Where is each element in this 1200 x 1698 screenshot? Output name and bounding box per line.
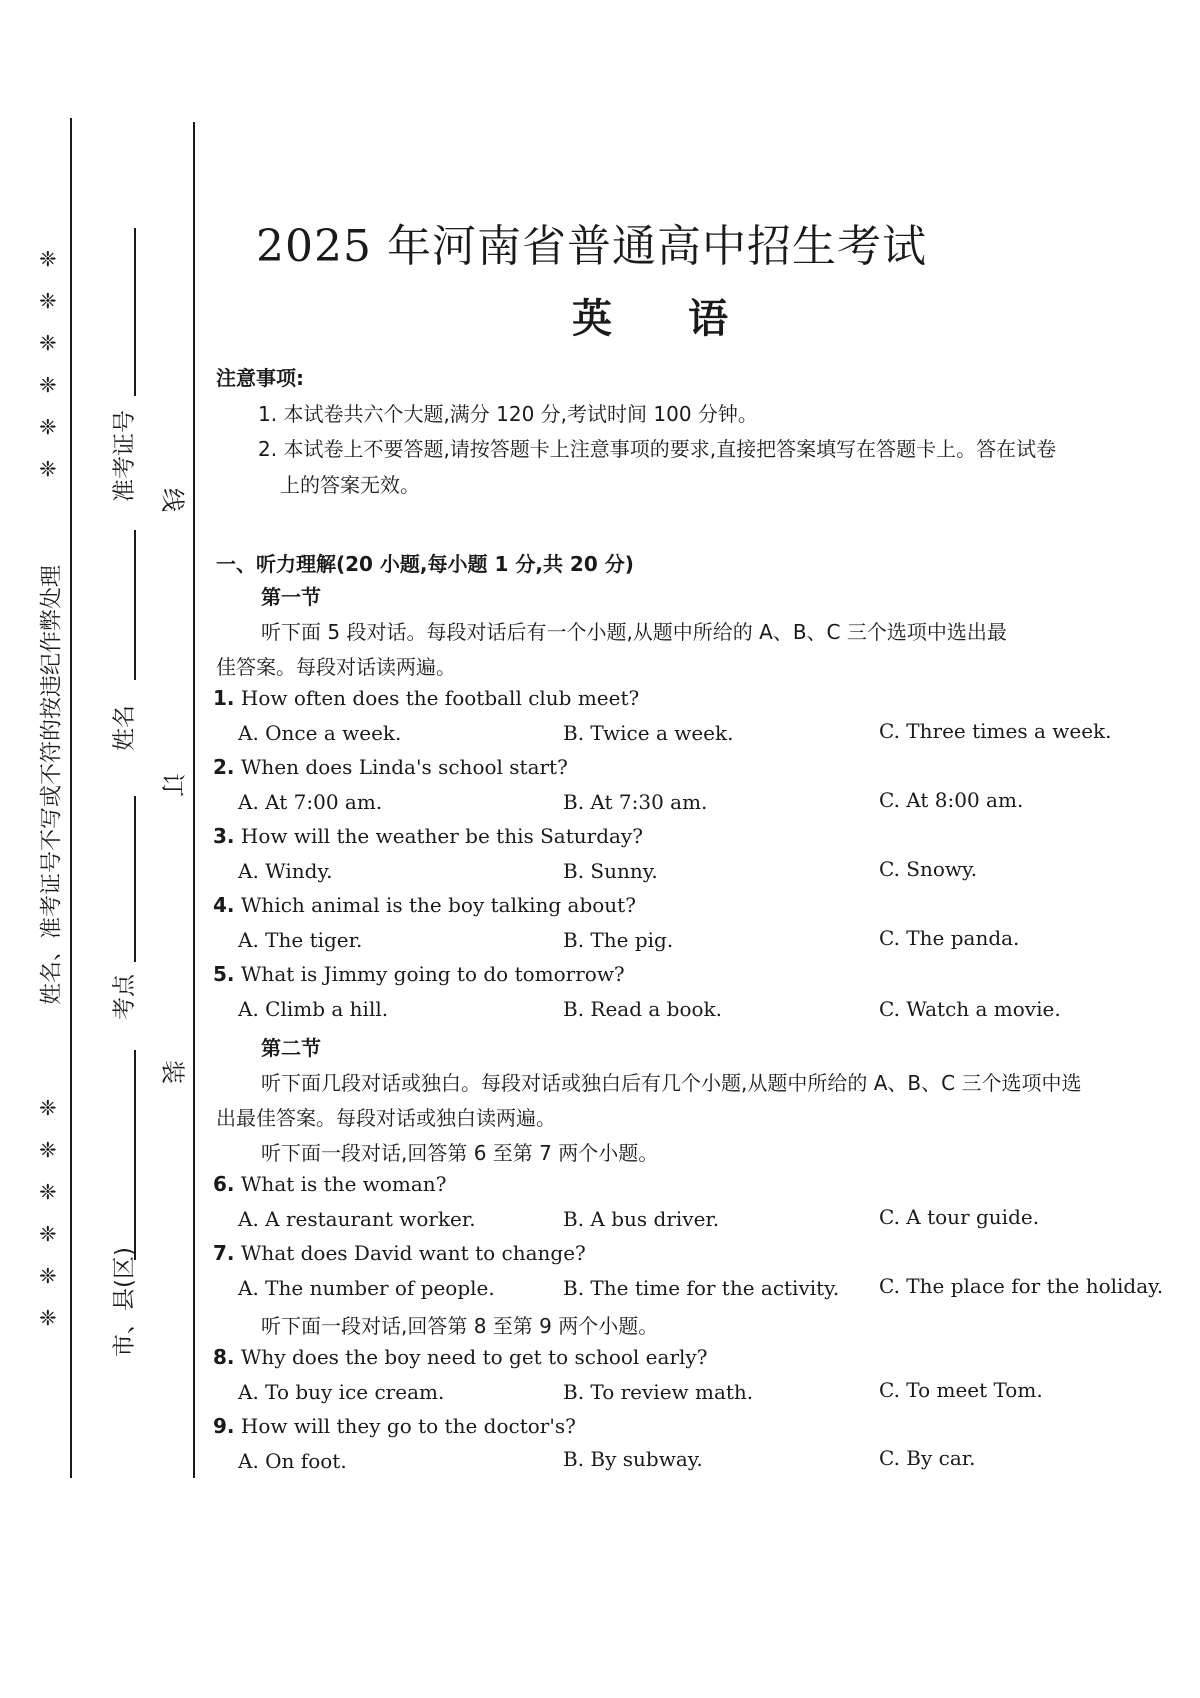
cut-mark-pack: 装	[158, 1060, 187, 1084]
subject-char-1: 英	[572, 296, 612, 342]
question-number: 2.	[213, 755, 235, 779]
star-icon: ❈	[39, 289, 57, 313]
question-number: 6.	[213, 1172, 235, 1196]
section2-title: 第二节	[261, 1036, 321, 1060]
option-3c[interactable]: C. Snowy.	[879, 857, 978, 881]
section2-instructions: 听下面几段对话或独白。每段对话或独白后有几个小题,从题中所给的 A、B、C 三个选项中选	[261, 1071, 1082, 1095]
star-icon: ❈	[39, 247, 57, 271]
option-3b[interactable]: B. Sunny.	[563, 859, 658, 883]
exam-site-blank[interactable]	[134, 796, 136, 962]
option-7b[interactable]: B. The time for the activity.	[563, 1276, 840, 1300]
group-instruction-8-9: 听下面一段对话,回答第 8 至第 9 两个小题。	[261, 1314, 659, 1338]
option-3a[interactable]: A. Windy.	[238, 859, 333, 883]
group-instruction-6-7: 听下面一段对话,回答第 6 至第 7 两个小题。	[261, 1141, 659, 1165]
question-4	[213, 893, 636, 917]
option-5b[interactable]: B. Read a book.	[563, 997, 723, 1021]
exam-title: 2025 年河南省普通高中招生考试	[256, 221, 927, 272]
option-8c[interactable]: C. To meet Tom.	[879, 1378, 1043, 1402]
question-number: 5.	[213, 962, 235, 986]
question-2	[213, 755, 568, 779]
name-blank[interactable]	[134, 530, 136, 680]
notice-heading: 注意事项:	[216, 366, 304, 390]
question-5	[213, 962, 625, 986]
cut-mark-bind: 订	[158, 773, 187, 797]
question-6	[213, 1172, 446, 1196]
star-icon: ❈	[39, 457, 57, 481]
question-7	[213, 1241, 586, 1265]
section1-instructions: 听下面 5 段对话。每段对话后有一个小题,从题中所给的 A、B、C 三个选项中选出最	[261, 620, 1007, 644]
star-icon: ❈	[39, 1138, 57, 1162]
question-text: What is the woman?	[240, 1172, 447, 1196]
question-number: 4.	[213, 893, 235, 917]
question-number: 9.	[213, 1414, 235, 1438]
option-5a[interactable]: A. Climb a hill.	[238, 997, 389, 1021]
option-6b[interactable]: B. A bus driver.	[563, 1207, 720, 1231]
decor-stars-top	[39, 246, 57, 482]
question-text: Why does the boy need to get to school early?	[240, 1345, 708, 1369]
subject-char-2: 语	[688, 296, 728, 342]
star-icon: ❈	[39, 1096, 57, 1120]
option-2c[interactable]: C. At 8:00 am.	[879, 788, 1024, 812]
part1-heading: 一、听力理解(20 小题,每小题 1 分,共 20 分)	[216, 552, 634, 576]
question-1	[213, 686, 639, 710]
question-9	[213, 1414, 576, 1438]
notice-item-2: 2. 本试卷上不要答题,请按答题卡上注意事项的要求,直接把答案填写在答题卡上。答在试卷	[258, 437, 1057, 461]
decor-stars-bottom	[39, 1095, 57, 1331]
star-icon: ❈	[39, 1264, 57, 1288]
name-label: 姓名	[111, 705, 138, 751]
star-icon: ❈	[39, 373, 57, 397]
question-text: What does David want to change?	[240, 1241, 586, 1265]
question-number: 1.	[213, 686, 235, 710]
option-9c[interactable]: C. By car.	[879, 1446, 976, 1470]
option-9b[interactable]: B. By subway.	[563, 1447, 703, 1471]
cut-mark-line: 线	[158, 488, 187, 512]
option-7c[interactable]: C. The place for the holiday.	[879, 1274, 1164, 1298]
option-8a[interactable]: A. To buy ice cream.	[238, 1380, 445, 1404]
question-text: Which animal is the boy talking about?	[240, 893, 636, 917]
option-1a[interactable]: A. Once a week.	[238, 721, 402, 745]
notice-item-2-cont: 上的答案无效。	[280, 473, 420, 497]
district-blank[interactable]	[134, 1050, 136, 1260]
option-7a[interactable]: A. The number of people.	[238, 1276, 495, 1300]
question-text: What is Jimmy going to do tomorrow?	[240, 962, 625, 986]
option-4c[interactable]: C. The panda.	[879, 926, 1020, 950]
question-number: 7.	[213, 1241, 235, 1265]
district-label: 市、县(区)	[111, 1247, 138, 1357]
option-1c[interactable]: C. Three times a week.	[879, 719, 1112, 743]
question-text: How often does the football club meet?	[240, 686, 640, 710]
option-2b[interactable]: B. At 7:30 am.	[563, 790, 708, 814]
question-3	[213, 824, 643, 848]
star-icon: ❈	[39, 1222, 57, 1246]
option-4b[interactable]: B. The pig.	[563, 928, 674, 952]
star-icon: ❈	[39, 1180, 57, 1204]
cheating-warning: 姓名、准考证号不写或不符的按违纪作弊处理	[39, 564, 65, 1006]
question-text: How will they go to the doctor's?	[240, 1414, 576, 1438]
question-8	[213, 1345, 707, 1369]
question-text: How will the weather be this Saturday?	[240, 824, 643, 848]
star-icon: ❈	[39, 415, 57, 439]
star-icon: ❈	[39, 1306, 57, 1330]
option-5c[interactable]: C. Watch a movie.	[879, 997, 1061, 1021]
option-8b[interactable]: B. To review math.	[563, 1380, 754, 1404]
option-6c[interactable]: C. A tour guide.	[879, 1205, 1040, 1229]
option-1b[interactable]: B. Twice a week.	[563, 721, 734, 745]
option-4a[interactable]: A. The tiger.	[238, 928, 363, 952]
question-number: 8.	[213, 1345, 235, 1369]
section1-instructions-cont: 佳答案。每段对话读两遍。	[216, 655, 456, 679]
option-9a[interactable]: A. On foot.	[238, 1449, 347, 1473]
section1-title: 第一节	[261, 585, 321, 609]
notice-item-1: 1. 本试卷共六个大题,满分 120 分,考试时间 100 分钟。	[258, 402, 758, 426]
question-text: When does Linda's school start?	[240, 755, 568, 779]
subject-title	[0, 287, 1200, 344]
question-number: 3.	[213, 824, 235, 848]
section2-instructions-cont: 出最佳答案。每段对话或独白读两遍。	[216, 1106, 556, 1130]
option-2a[interactable]: A. At 7:00 am.	[238, 790, 383, 814]
exam-site-label: 考点	[111, 974, 138, 1020]
exam-id-label: 准考证号	[111, 410, 138, 502]
star-icon: ❈	[39, 331, 57, 355]
option-6a[interactable]: A. A restaurant worker.	[238, 1207, 476, 1231]
